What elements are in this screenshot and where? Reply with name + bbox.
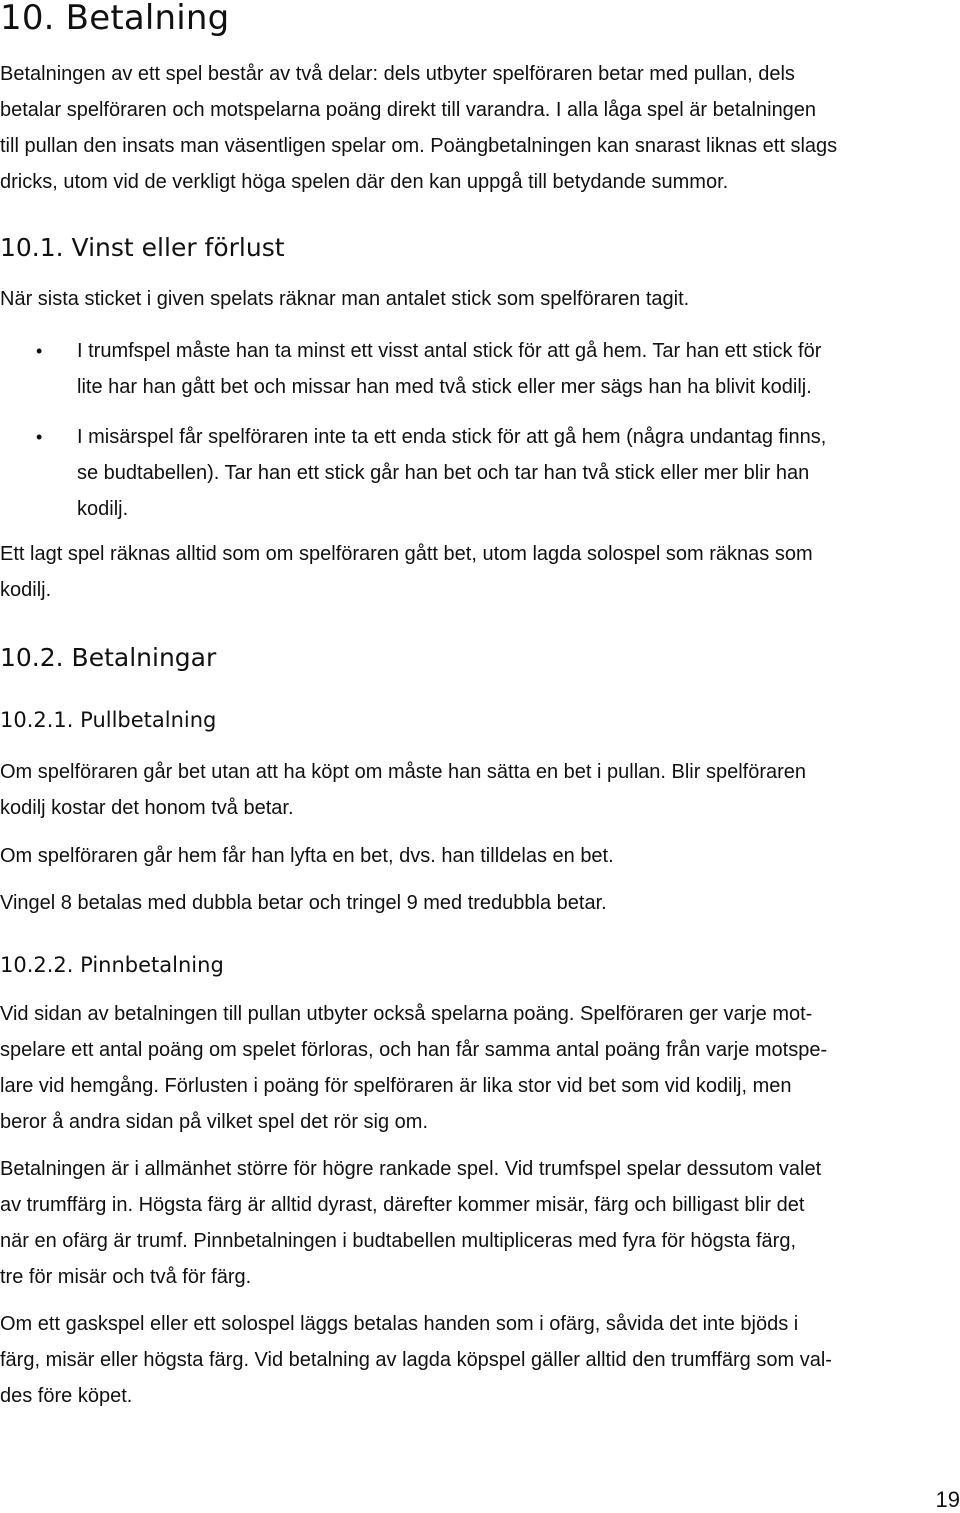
text-line: lare vid hemgång. Förlusten i poäng för spelföraren är lika stor vid bet som vid kodilj, men [0,1075,792,1097]
section-10-1-lead [0,281,689,317]
bullet-item [77,333,821,405]
page-number: 19 [935,1487,960,1512]
bullet-item [77,419,826,527]
text-line: beror å andra sidan på vilket spel det rör sig om. [0,1111,428,1133]
bullet-marker: • [36,341,43,361]
text-line: Vid sidan av betalningen till pullan utbyter också spelarna poäng. Spelföraren ger varje mot- [0,1003,813,1025]
text-line: tre för misär och två för färg. [0,1266,252,1288]
section-heading-10-1: 10.1. Vinst eller förlust [0,233,285,262]
subsection-heading-10-2-1: 10.2.1. Pullbetalning [0,708,217,732]
text-line: kodilj kostar det honom två betar. [0,797,294,819]
text-line: des före köpet. [0,1385,133,1407]
text-line: Om spelföraren går hem får han lyfta en bet, dvs. han tilldelas en bet. [0,845,614,867]
subsection-heading-10-2-2: 10.2.2. Pinnbetalning [0,953,224,977]
pinnbetalning-paragraph-1 [0,996,827,1140]
section-heading-10-2: 10.2. Betalningar [0,643,217,672]
pullbetalning-paragraph-2 [0,838,614,874]
pinnbetalning-paragraph-2 [0,1151,821,1295]
text-line: när en ofärg är trumf. Pinnbetalningen i budtabellen multipliceras med fyra för högsta färg, [0,1230,796,1252]
pullbetalning-paragraph-1 [0,754,806,826]
text-line: kodilj. [77,498,129,520]
text-line: Om ett gaskspel eller ett solospel läggs betalas handen som i ofärg, såvida det inte bjöds i [0,1313,799,1335]
text-line: färg, misär eller högsta färg. Vid betalning av lagda köpspel gäller alltid den trumffärg som val- [0,1349,832,1371]
text-line: Om spelföraren går bet utan att ha köpt om måste han sätta en bet i pullan. Blir spelföraren [0,761,807,783]
text-line: se budtabellen). Tar han ett stick går han bet och tar han två stick eller mer blir han [77,462,810,484]
intro-paragraph [0,56,837,200]
text-line: lite har han gått bet och missar han med två stick eller mer sägs han ha blivit kodilj. [77,376,812,398]
text-line: I misärspel får spelföraren inte ta ett enda stick för att gå hem (några undantag finns, [77,426,827,448]
text-line: Vingel 8 betalas med dubbla betar och tringel 9 med tredubbla betar. [0,892,607,914]
chapter-title: 10. Betalning [0,0,230,38]
text-line: betalar spelföraren och motspelarna poäng direkt till varandra. I alla låga spel är betalningen [0,99,817,121]
text-line: av trumffärg in. Högsta färg är alltid dyrast, därefter kommer misär, färg och billigast blir det [0,1194,805,1216]
text-line: Ett lagt spel räknas alltid som om spelföraren gått bet, utom lagda solospel som räknas som [0,543,813,565]
bullet-marker: • [36,427,43,447]
section-10-1-closing [0,536,813,608]
text-line: kodilj. [0,579,52,601]
text-line: till pullan den insats man väsentligen spelar om. Poängbetalningen kan snarast liknas ett slags [0,135,838,157]
text-line: dricks, utom vid de verkligt höga spelen där den kan uppgå till betydande summor. [0,171,729,193]
pullbetalning-paragraph-3 [0,885,607,921]
pinnbetalning-paragraph-3 [0,1306,832,1414]
text-line: När sista sticket i given spelats räknar man antalet stick som spelföraren tagit. [0,288,690,310]
text-line: spelare ett antal poäng om spelet förloras, och han får samma antal poäng från varje motspe- [0,1039,828,1061]
text-line: Betalningen är i allmänhet större för högre rankade spel. Vid trumfspel spelar dessutom valet [0,1158,822,1180]
text-line: I trumfspel måste han ta minst ett visst antal stick för att gå hem. Tar han ett stick för [77,340,822,362]
text-line: Betalningen av ett spel består av två delar: dels utbyter spelföraren betar med pullan, dels [0,63,795,85]
